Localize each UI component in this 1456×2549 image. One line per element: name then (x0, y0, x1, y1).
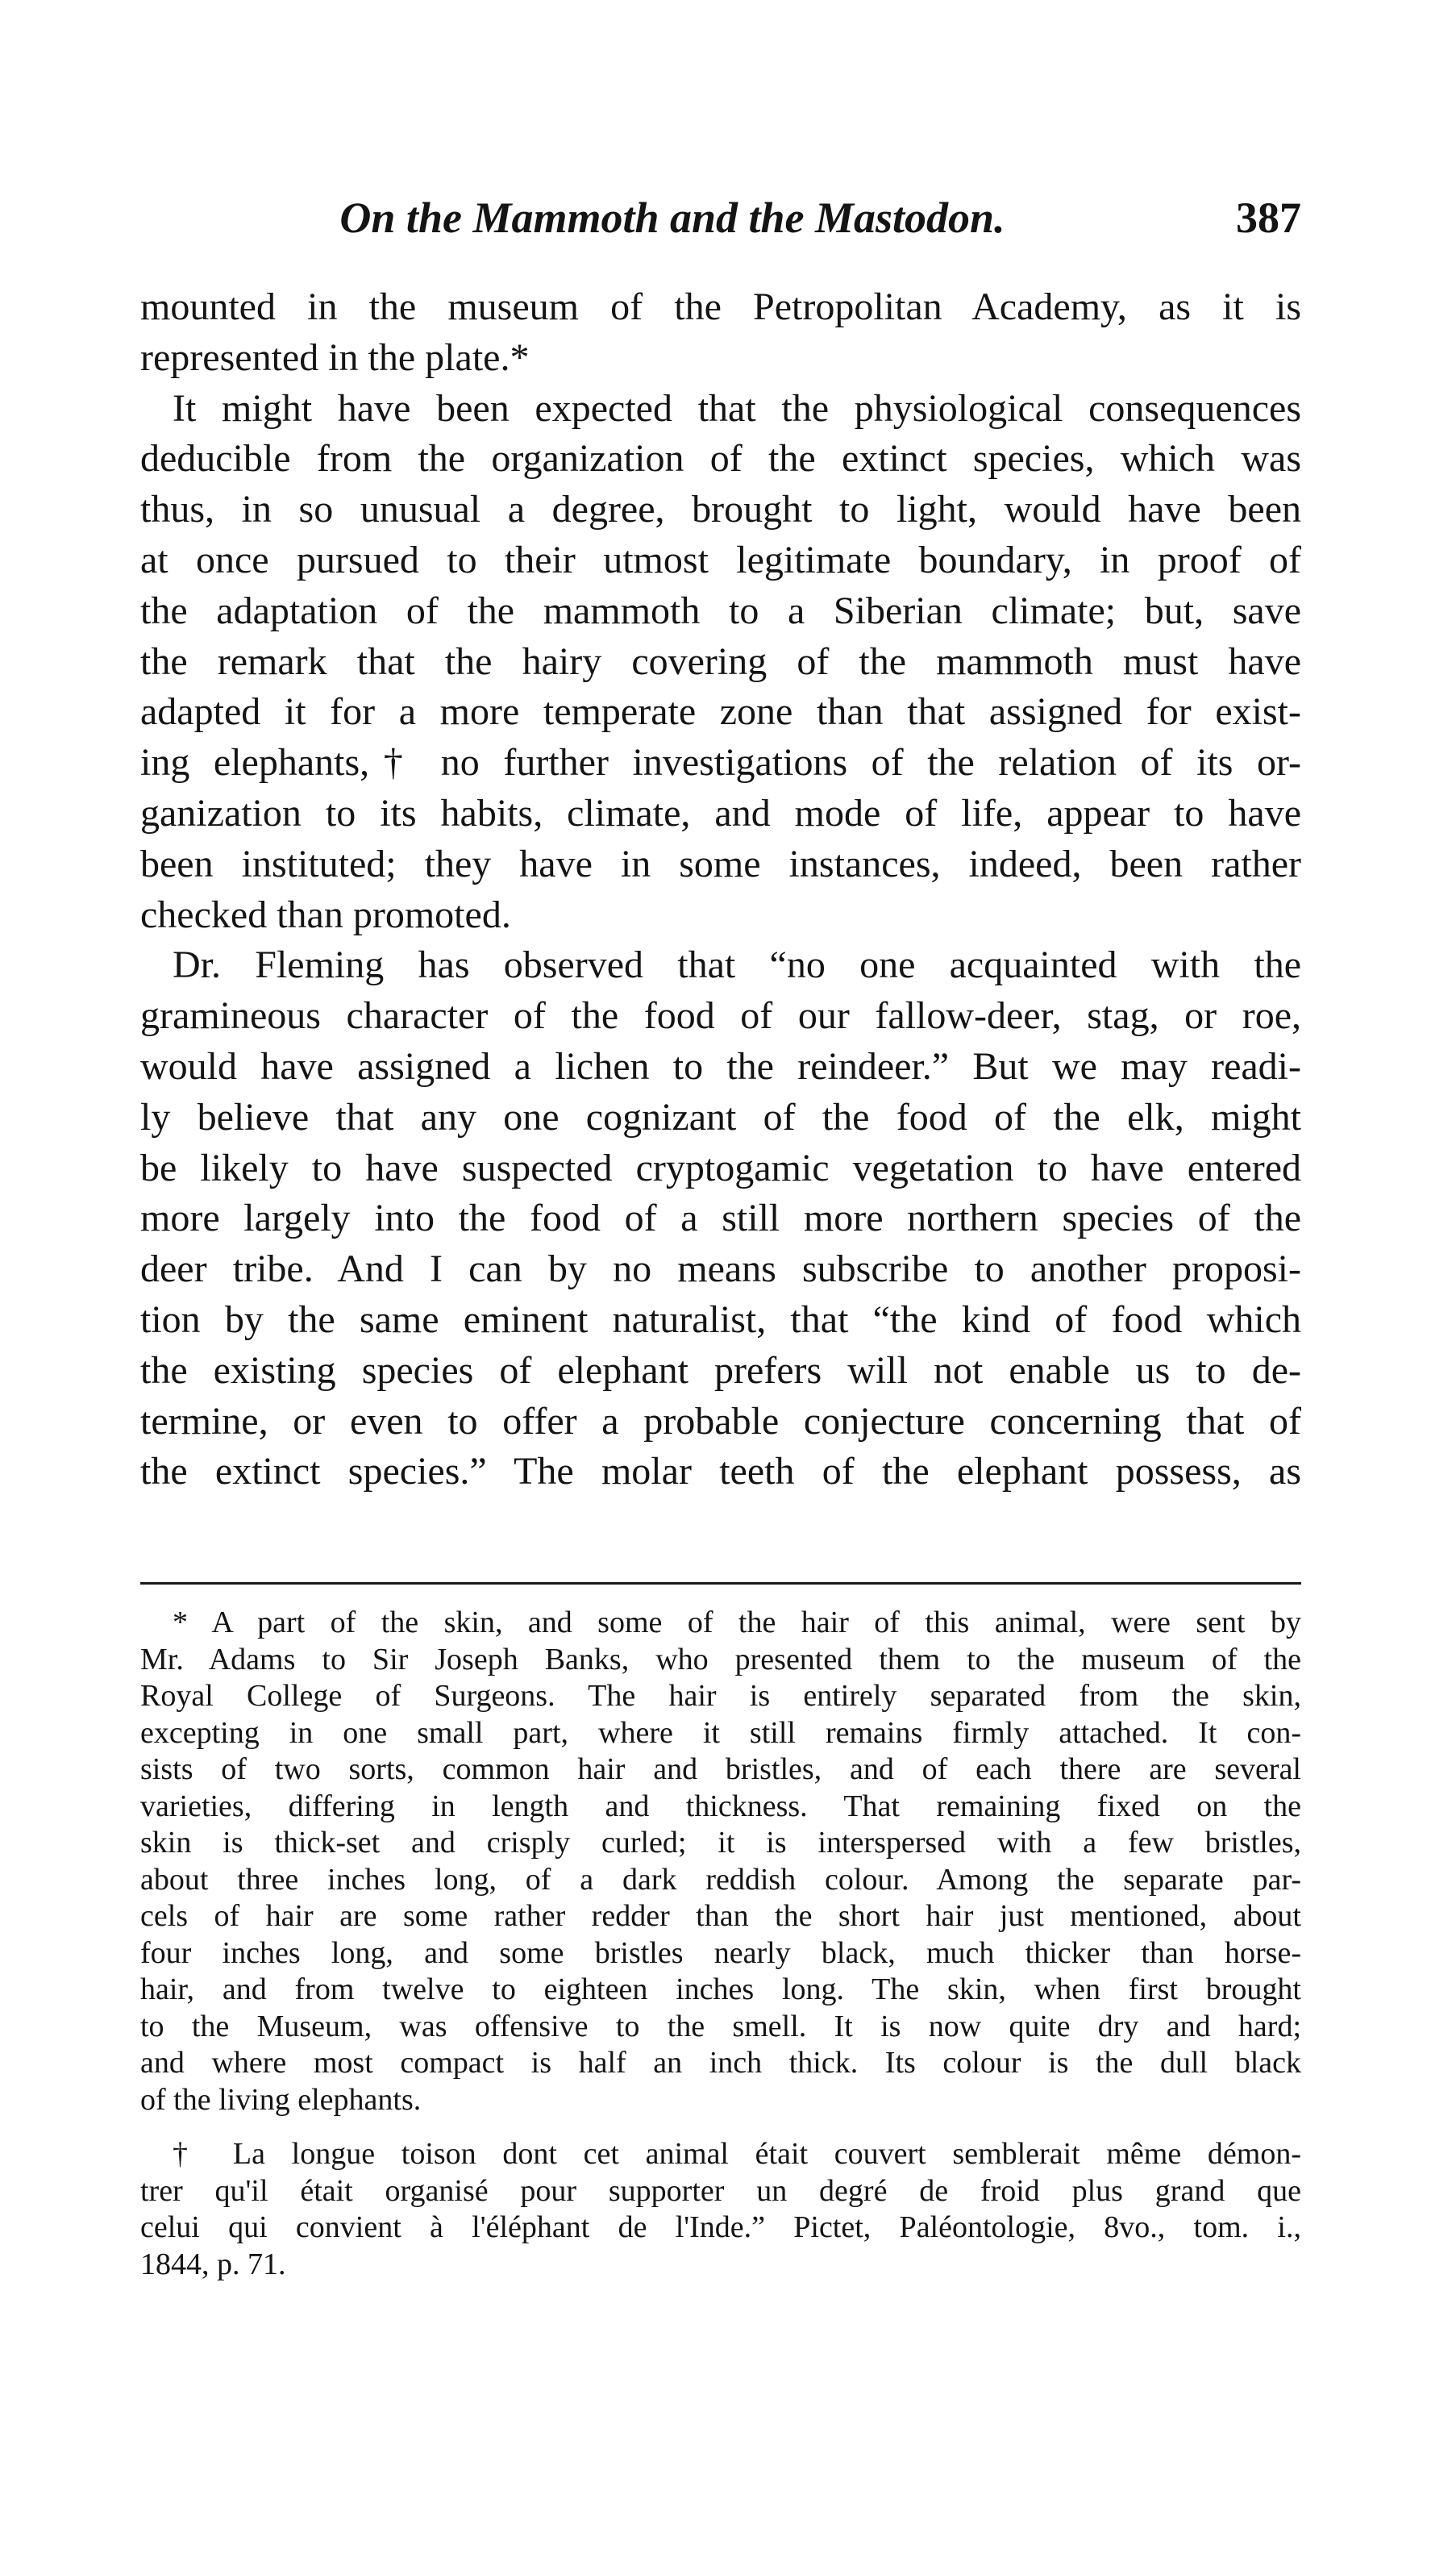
body-line: tion by the same eminent naturalist, that “the kind of food which (140, 1297, 1301, 1341)
footnote-gap (140, 2118, 1301, 2136)
footnote-line: skin is thick-set and crisply curled; it is interspersed with a few bristles, (140, 1826, 1301, 1860)
footnote-skin-and-hair (140, 1605, 1301, 2118)
footnote-line: excepting in one small part, where it still remains firmly attached. It con- (140, 1715, 1301, 1750)
footnote-line: cels of hair are some rather redder than the short hair just mentioned, about (140, 1899, 1301, 1933)
body-line: adapted it for a more temperate zone than that assigned for exist- (140, 690, 1301, 734)
footnote-line: † La longue toison dont cet animal était couvert semblerait même démon- (173, 2137, 1301, 2171)
body-line: checked than promoted. (140, 893, 511, 936)
footnote-line: Mr. Adams to Sir Joseph Banks, who presented them to the museum of the (140, 1642, 1301, 1676)
body-line: deer tribe. And I can by no means subscribe to another proposi- (140, 1247, 1301, 1291)
body-line: thus, in so unusual a degree, brought to light, would have been (140, 488, 1301, 531)
body-line: deducible from the organization of the extinct species, which was (140, 437, 1301, 481)
page-header (140, 185, 1301, 250)
footnotes (140, 1605, 1301, 2283)
footnote-line: celui qui convient à l'éléphant de l'Inde.” Pictet, Paléontologie, 8vo., tom. i., (140, 2210, 1301, 2244)
footnote-line: Royal College of Surgeons. The hair is entirely separated from the skin, (140, 1679, 1301, 1713)
footnote-line: to the Museum, was offensive to the smell. It is now quite dry and hard; (140, 2009, 1301, 2043)
body-line: Dr. Fleming has observed that “no one acquainted with the (173, 943, 1301, 987)
body-line: It might have been expected that the physiological consequences (173, 386, 1301, 430)
footnote-line: trer qu'il était organisé pour supporter un degré de froid plus grand que (140, 2173, 1301, 2208)
footnote-line: sists of two sorts, common hair and bristles, and of each there are several (140, 1752, 1301, 1786)
body-line: more largely into the food of a still more northern species of the (140, 1197, 1301, 1240)
body-line: the extinct species.” The molar teeth of the elephant possess, as (140, 1450, 1301, 1493)
body-line: the remark that the hairy covering of the mammoth must have (140, 639, 1301, 683)
running-title: On the Mammoth and the Mastodon. (339, 194, 1005, 242)
footnote-line: of the living elephants. (140, 2082, 422, 2117)
footnote-pictet (140, 2136, 1301, 2283)
footnote-rule (140, 1582, 1301, 1585)
body-line: ing elephants,† no further investigations of the relation of its or- (140, 741, 1301, 785)
footnote-line: four inches long, and some bristles nearly black, much thicker than horse- (140, 1935, 1301, 1970)
body-line: represented in the plate.* (140, 335, 530, 379)
body-line: be likely to have suspected cryptogamic vegetation to have entered (140, 1146, 1301, 1189)
body-line: mounted in the museum of the Petropolitan Academy, as it is (140, 285, 1301, 328)
body-line: would have assigned a lichen to the reindeer.” But we may readi- (140, 1044, 1301, 1088)
footnote-line: about three inches long, of a dark reddish colour. Among the separate par- (140, 1862, 1301, 1897)
footnote-line: * A part of the skin, and some of the hair of this animal, were sent by (173, 1606, 1301, 1639)
footnote-line: varieties, differing in length and thickness. That remaining fixed on the (140, 1789, 1301, 1823)
body-text (140, 282, 1301, 1497)
body-line: been instituted; they have in some instances, indeed, been rather (140, 842, 1301, 885)
body-line: ganization to its habits, climate, and mode of life, appear to have (140, 791, 1301, 835)
footnote-line: hair, and from twelve to eighteen inches long. The skin, when first brought (140, 1972, 1301, 2006)
body-line: gramineous character of the food of our fallow-deer, stag, or roe, (140, 994, 1301, 1038)
page-number: 387 (1236, 194, 1301, 242)
body-line: ly believe that any one cognizant of the food of the elk, might (140, 1095, 1301, 1139)
footnote-line: and where most compact is half an inch thick. Its colour is the dull black (140, 2046, 1301, 2080)
body-line: the adaptation of the mammoth to a Siberian climate; but, save (140, 589, 1301, 632)
body-line: the existing species of elephant prefers will not enable us to de- (140, 1348, 1301, 1392)
footnote-line: 1844, p. 71. (140, 2247, 286, 2281)
body-line: termine, or even to offer a probable conjecture concerning that of (140, 1399, 1301, 1443)
body-line: at once pursued to their utmost legitimate boundary, in proof of (140, 538, 1301, 581)
